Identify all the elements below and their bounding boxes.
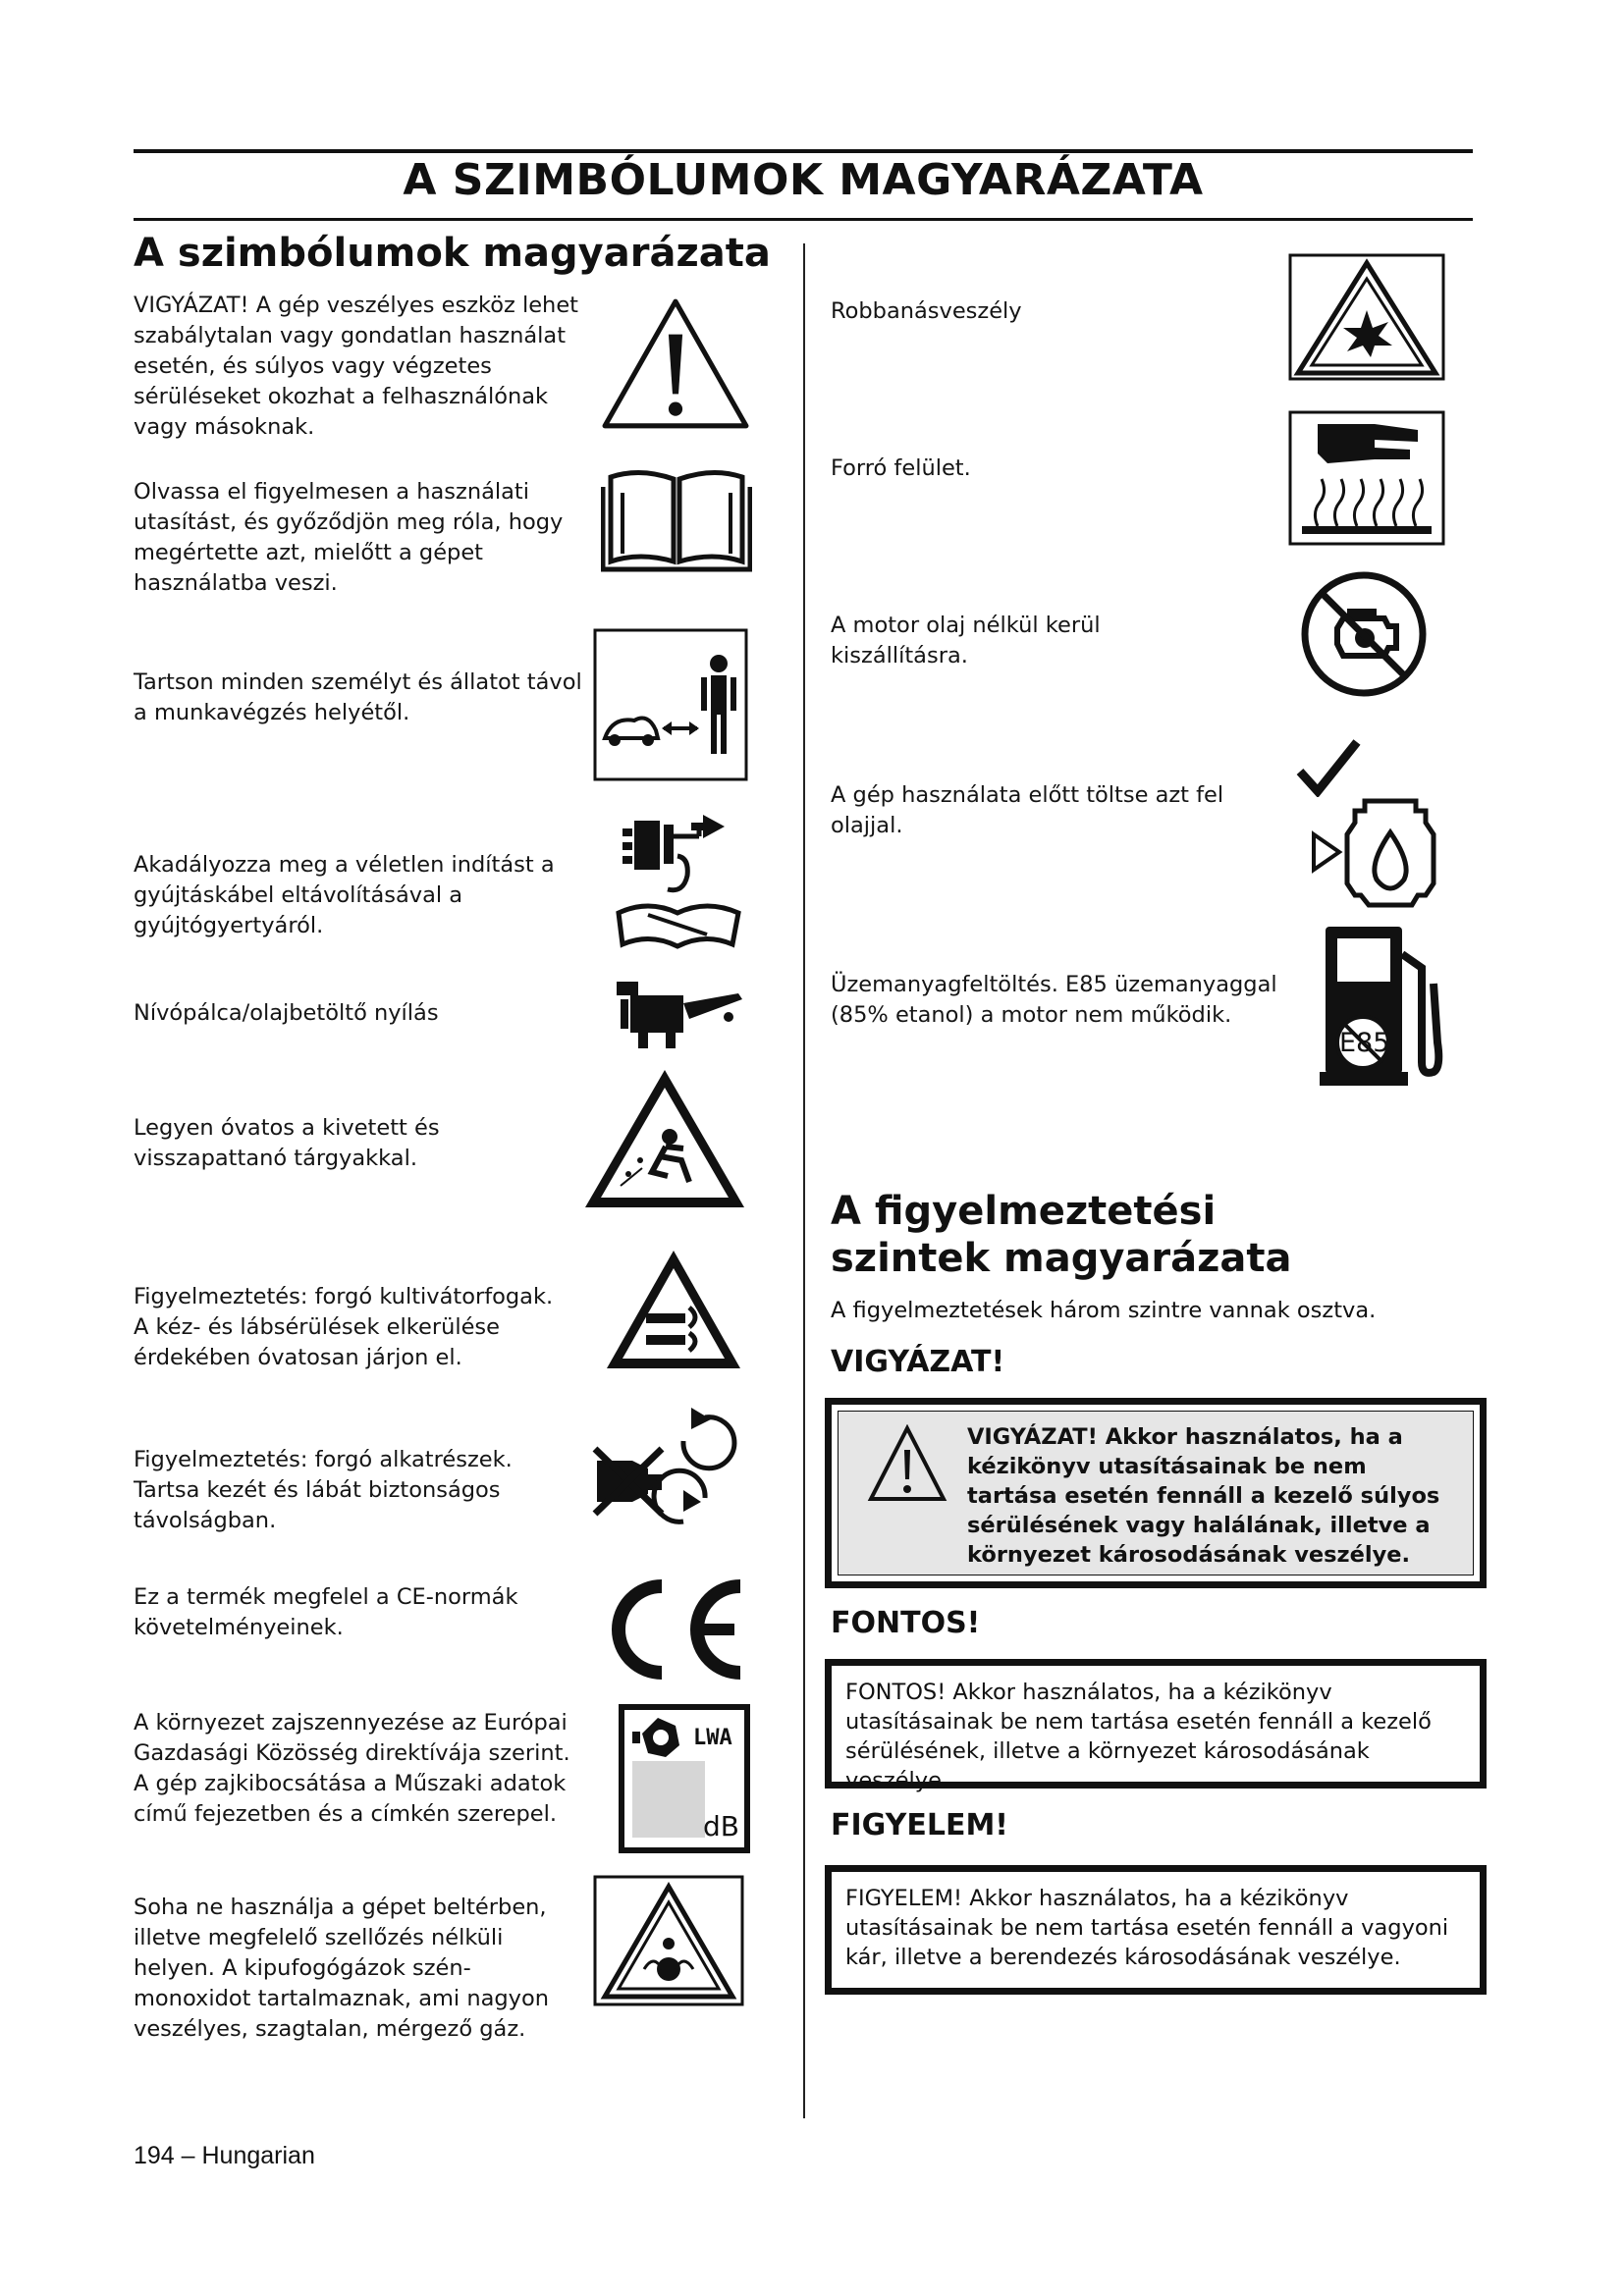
checkmark-icon [1294, 738, 1363, 797]
toxic-fumes-icon [593, 1875, 744, 2006]
symbol-desc-hot-surface: Forró felület. [831, 455, 971, 481]
rotating-parts-icon [589, 1400, 748, 1559]
levels-intro: A figyelmeztetések három szintre vannak osztva. [831, 1298, 1377, 1323]
important-box [825, 1659, 1487, 1793]
symbol-desc-explosion: Robbanásveszély [831, 298, 1022, 324]
thrown-objects-icon [581, 1066, 748, 1211]
warning-triangle-icon [601, 296, 750, 430]
level-heading-warning: VIGYÁZAT! [831, 1345, 1005, 1379]
level-heading-important: FONTOS! [831, 1606, 981, 1640]
fuel-pump-e85-label: E85 [1339, 1028, 1390, 1058]
noise-db-label: dB [703, 1810, 739, 1842]
explosion-icon [1288, 253, 1445, 381]
fill-oil-icon [1310, 795, 1437, 911]
level-heading-notice: FIGYELEM! [831, 1808, 1008, 1842]
title-rule [134, 218, 1473, 221]
symbol-desc-noise: A környezet zajszennyezése az Európai Gazdasági Közösség direktívája szerint. A gép zajkibocsátása a Műszaki adatok című fejezetben és a címkén szerepel. [134, 1710, 570, 1827]
fuel-pump-icon [1320, 925, 1443, 1086]
important-box-text: FONTOS! Akkor használatos, ha a kézikönyv utasításainak be nem tartása esetén fennáll a kezelő sérülésének, illetve a környezet károsodásának veszélye. [845, 1680, 1432, 1793]
symbol-desc-thrown-objects: Legyen óvatos a kivetett és visszapattanó tárgyakkal. [134, 1115, 440, 1171]
symbol-desc-fuel: Üzemanyagfeltöltés. E85 üzemanyaggal (85% etanol) a motor nem működik. [831, 972, 1277, 1028]
symbol-desc-fumes: Soha ne használja a gépet beltérben, illetve megfelelő szellőzés nélküli helyen. A kipufogógázok szén-monoxidot tartalmaznak, ami nagyon veszélyes, szagtalan, mérgező gáz. [134, 1895, 550, 2042]
hot-surface-icon [1288, 410, 1445, 546]
levels-title: A figyelmeztetési szintek magyarázata [831, 1189, 1292, 1281]
no-oil-icon [1298, 569, 1430, 699]
manual-book-icon [601, 463, 752, 573]
oil-can-icon [611, 978, 748, 1050]
symbol-desc-keep-distance: Tartson minden személyt és állatot távol a munkavégzés helyétől. [134, 669, 582, 725]
spark-plug-icon [609, 807, 748, 964]
symbol-desc-no-oil: A motor olaj nélkül kerül kiszállításra. [831, 613, 1101, 668]
symbol-desc-rotating-tines: Figyelmeztetés: forgó kultivátorfogak. A kéz- és lábsérülések elkerülése érdekében óvatosan járjon el. [134, 1284, 554, 1370]
keep-distance-icon [593, 628, 748, 781]
rotating-tines-icon [603, 1247, 744, 1372]
symbol-desc-ce: Ez a termék megfelel a CE-normák követelményeinek. [134, 1584, 518, 1640]
page-title: A SZIMBÓLUMOK MAGYARÁZATA [403, 155, 1204, 205]
symbol-desc-fill-oil: A gép használata előtt töltse azt fel olajjal. [831, 782, 1224, 838]
notice-box-text: FIGYELEM! Akkor használatos, ha a kézikönyv utasításainak be nem tartása esetén fennáll a vagyoni kár, illetve a berendezés károsodásának veszélye. [845, 1886, 1449, 1970]
top-rule [134, 149, 1473, 153]
symbol-desc-manual: Olvassa el figyelmesen a használati utasítást, és győződjön meg róla, hogy megértette azt, mielőtt a gépet használatba veszi. [134, 479, 564, 596]
symbol-desc-spark-plug: Akadályozza meg a véletlen indítást a gyújtáskábel eltávolításával a gyújtógyertyáról. [134, 852, 555, 938]
warning-box-triangle-icon [867, 1424, 947, 1503]
page-footer: 194 – Hungarian [134, 2142, 315, 2169]
column-divider [803, 243, 805, 2118]
symbol-desc-oil-fill: Nívópálca/olajbetöltő nyílás [134, 1000, 439, 1026]
symbol-desc-warning: VIGYÁZAT! A gép veszélyes eszköz lehet szabálytalan vagy gondatlan használat esetén, és súlyos vagy végzetes sérüléseket okozhat a felhasználónak vagy másoknak. [134, 293, 578, 440]
warning-box-text: VIGYÁZAT! Akkor használatos, ha a kézikönyv utasításainak be nem tartása esetén fennáll a kezelő súlyos sérülésének vagy halálának, illetve a környezet károsodásának veszélye. [967, 1424, 1440, 1568]
section-title: A szimbólumok magyarázata [134, 231, 771, 276]
notice-box [825, 1865, 1487, 1995]
warning-box [825, 1398, 1487, 1588]
symbol-desc-rotating-parts: Figyelmeztetés: forgó alkatrészek. Tartsa kezét és lábát biztonságos távolságban. [134, 1447, 513, 1533]
ce-mark-icon [593, 1576, 750, 1682]
noise-lwa-label: LWA [693, 1726, 732, 1750]
